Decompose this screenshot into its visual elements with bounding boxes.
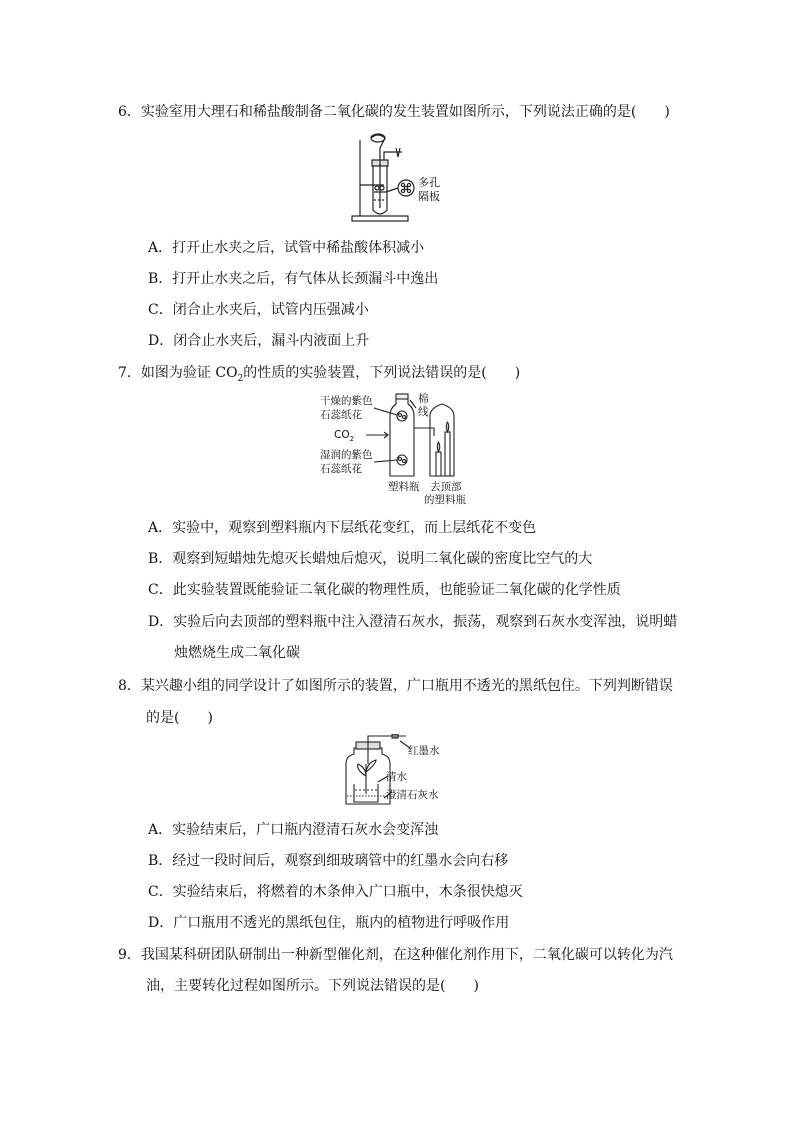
q7-label-wet-1: 湿润的紫色 xyxy=(320,449,373,461)
q7-label-co2 xyxy=(334,429,354,443)
q7-label-cotton-1: 棉 xyxy=(418,393,429,405)
q6-stem: 6．实验室用大理石和稀盐酸制备二氧化碳的发生装置如图所示，下列说法正确的是( ) xyxy=(118,104,670,120)
q7-option-a[interactable]: A．实验中，观察到塑料瓶内下层纸花变红，而上层纸花不变色 xyxy=(148,520,537,536)
q7-label-co2-sub: 2 xyxy=(349,435,355,443)
q8-option-c[interactable]: C．实验结束后，将燃着的木条伸入广口瓶中，木条很快熄灭 xyxy=(148,884,523,900)
q7-label-dry-2: 石蕊纸花 xyxy=(320,409,362,421)
q7-label-bottle: 塑料瓶 xyxy=(388,481,420,493)
q6-label-porous-2: 隔板 xyxy=(418,190,440,203)
q7-option-c[interactable]: C．此实验装置既能验证二氧化碳的物理性质，也能验证二氧化碳的化学性质 xyxy=(148,582,621,598)
q6-option-c[interactable]: C．闭合止水夹后，试管内压强减小 xyxy=(148,302,369,318)
q6-option-d[interactable]: D．闭合止水夹后，漏斗内液面上升 xyxy=(148,333,370,349)
q7-apparatus-figure xyxy=(318,390,496,510)
q6-option-a[interactable]: A．打开止水夹之后，试管中稀盐酸体积减小 xyxy=(148,240,425,256)
q8-stem-line1: 8．某兴趣小组的同学设计了如图所示的装置，广口瓶用不透光的黑纸包住。下列判断错误 xyxy=(118,678,673,694)
q7-label-cut-2: 的塑料瓶 xyxy=(424,494,466,506)
q9-stem-line1: 9．我国某科研团队研制出一种新型催化剂，在这种催化剂作用下，二氧化碳可以转化为汽 xyxy=(118,947,673,963)
q7-label-wet-2: 石蕊纸花 xyxy=(320,463,362,475)
q7-label-cotton-2: 线 xyxy=(418,406,429,418)
q7-option-b[interactable]: B．观察到短蜡烛先熄灭长蜡烛后熄灭，说明二氧化碳的密度比空气的大 xyxy=(148,551,593,567)
q7-label-cut-1: 去顶部 xyxy=(430,481,462,493)
q7-option-d[interactable]: D．实验后向去顶部的塑料瓶中注入澄清石灰水，振荡，观察到石灰水变浑浊，说明蜡 xyxy=(148,614,678,630)
q7-stem xyxy=(118,363,520,389)
q8-label-water: 清水 xyxy=(386,771,407,783)
q7-stem-sub: 2 xyxy=(237,373,244,384)
q7-label-co2-pre: CO xyxy=(334,429,350,441)
q7-stem-post: 的性质的实验装置，下列说法错误的是( ) xyxy=(243,365,521,381)
q6-label-porous-1: 多孔 xyxy=(418,176,440,189)
q8-option-d[interactable]: D．广口瓶用不透光的黑纸包住，瓶内的植物进行呼吸作用 xyxy=(148,915,510,931)
q8-label-red-ink: 红墨水 xyxy=(408,745,440,757)
q6-apparatus-figure xyxy=(340,130,450,226)
q8-apparatus-figure xyxy=(340,734,460,810)
q7-option-d-cont: 烛燃烧生成二氧化碳 xyxy=(174,645,300,661)
q7-stem-pre: 7．如图为验证 CO xyxy=(118,365,238,381)
q8-label-limewater: 澄清石灰水 xyxy=(386,789,439,801)
q7-label-dry-1: 干燥的紫色 xyxy=(320,395,373,407)
q8-option-b[interactable]: B．经过一段时间后，观察到细玻璃管中的红墨水会向右移 xyxy=(148,853,509,869)
q8-stem-line2: 的是( ) xyxy=(146,710,213,726)
q6-option-b[interactable]: B．打开止水夹之后，有气体从长颈漏斗中逸出 xyxy=(148,271,439,287)
q9-stem-line2: 油，主要转化过程如图所示。下列说法错误的是( ) xyxy=(146,978,479,994)
q8-option-a[interactable]: A．实验结束后，广口瓶内澄清石灰水会变浑浊 xyxy=(148,822,439,838)
